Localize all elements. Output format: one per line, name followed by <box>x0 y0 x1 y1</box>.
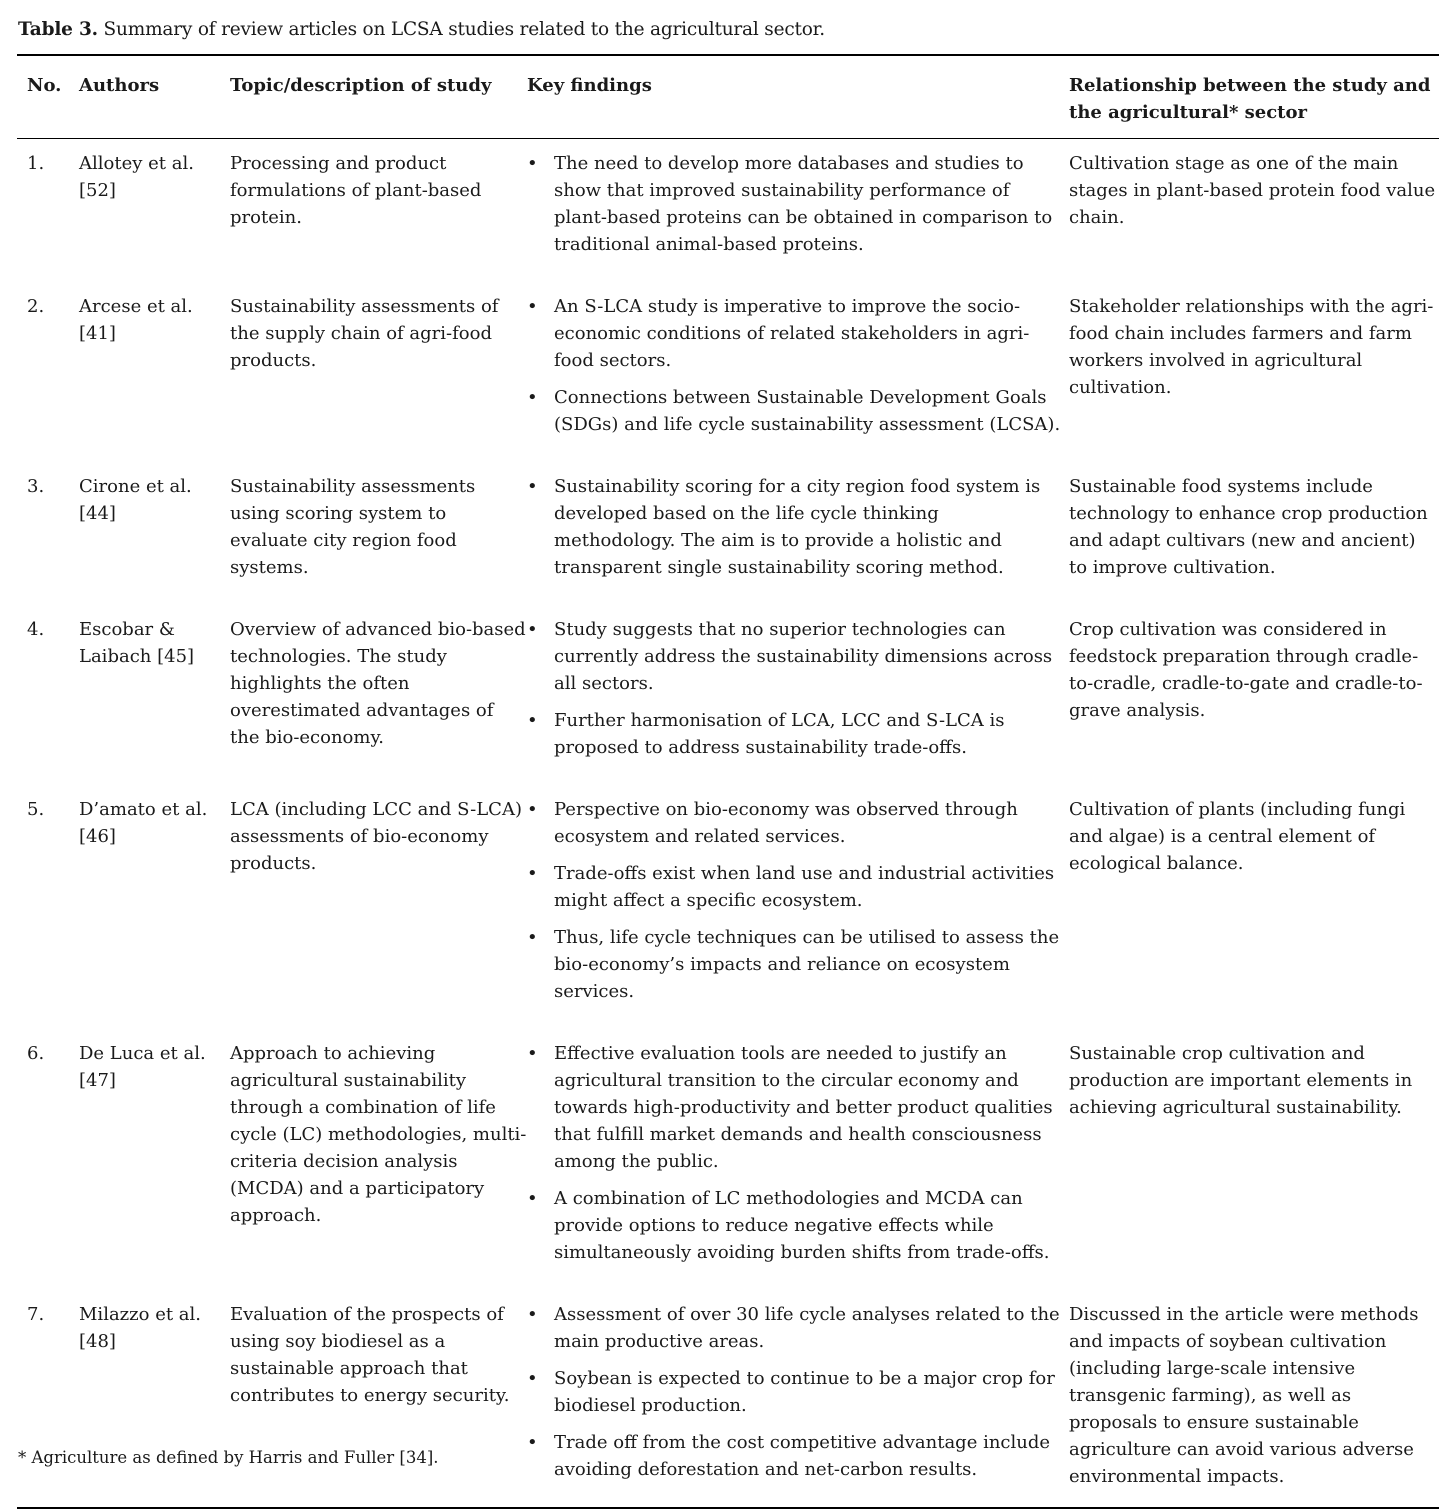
findings-list <box>527 1301 1069 1483</box>
table-header-row <box>17 56 1439 139</box>
row-authors: Arcese et al. [41] <box>79 296 193 344</box>
row-topic: Approach to achieving agricultural sustainability through a combination of life cycle (LC) methodologies, multi-criteria decision analysis (MCDA) and a participatory approach. <box>230 1043 527 1226</box>
row-findings <box>527 462 1069 605</box>
findings-list <box>527 293 1069 438</box>
finding-item: • An S-LCA study is imperative to improve the socio-economic conditions of related stakeholders in agri-food sectors. <box>527 293 1069 374</box>
row-topic: LCA (including LCC and S-LCA) assessments of bio-economy products. <box>230 799 522 874</box>
row-topic: Processing and product formulations of plant-based protein. <box>230 153 482 228</box>
finding-item: • Perspective on bio-economy was observed through ecosystem and related services. <box>527 796 1069 850</box>
row-authors: Allotey et al. [52] <box>79 153 194 201</box>
row-findings <box>527 785 1069 1029</box>
row-number: 5. <box>27 799 45 820</box>
table-row <box>17 1290 1439 1507</box>
row-relationship: Sustainable crop cultivation and production are important elements in achieving agricultural sustainability. <box>1069 1043 1413 1118</box>
table-row <box>17 282 1439 462</box>
findings-list <box>527 473 1069 581</box>
finding-item: • Trade off from the cost competitive advantage include avoiding deforestation and net-carbon results. <box>527 1429 1069 1483</box>
row-number: 1. <box>27 153 45 174</box>
row-number: 2. <box>27 296 45 317</box>
table-caption-label: Table 3. <box>18 19 98 40</box>
finding-item: • Soybean is expected to continue to be a major crop for biodiesel production. <box>527 1365 1069 1419</box>
table-row <box>17 462 1439 605</box>
finding-item: • Further harmonisation of LCA, LCC and S-LCA is proposed to address sustainability trade-offs. <box>527 707 1069 761</box>
row-findings <box>527 139 1069 282</box>
row-relationship: Crop cultivation was considered in feedstock preparation through cradle-to-cradle, cradle-to-gate and cradle-to-grave analysis. <box>1069 619 1423 721</box>
table-footnote: * Agriculture as defined by Harris and Fuller [34]. <box>18 1448 439 1467</box>
finding-item: • The need to develop more databases and studies to show that improved sustainability performance of plant-based proteins can be obtained in comparison to traditional animal-based proteins. <box>527 150 1069 258</box>
table-row <box>17 785 1439 1029</box>
finding-item: • A combination of LC methodologies and MCDA can provide options to reduce negative effects while simultaneously avoiding burden shifts from trade-offs. <box>527 1185 1069 1266</box>
row-relationship: Cultivation stage as one of the main stages in plant-based protein food value chain. <box>1069 153 1436 228</box>
review-table <box>17 54 1439 1509</box>
row-topic: Sustainability assessments of the supply chain of agri-food products. <box>230 296 499 371</box>
row-relationship: Cultivation of plants (including fungi and algae) is a central element of ecological balance. <box>1069 799 1406 874</box>
row-findings <box>527 282 1069 462</box>
row-authors: Milazzo et al. [48] <box>79 1304 202 1352</box>
header-findings: Key findings <box>527 75 652 96</box>
findings-list <box>527 1040 1069 1266</box>
row-authors: D’amato et al. [46] <box>79 799 208 847</box>
row-relationship: Sustainable food systems include technology to enhance crop production and adapt cultivars (new and ancient) to improve cultivation. <box>1069 476 1428 578</box>
finding-item: • Thus, life cycle techniques can be utilised to assess the bio-economy’s impacts and reliance on ecosystem services. <box>527 924 1069 1005</box>
table-row <box>17 1029 1439 1290</box>
table-body <box>17 139 1439 1508</box>
row-relationship: Discussed in the article were methods and impacts of soybean cultivation (including large-scale intensive transgenic farming), as well as proposals to ensure sustainable agriculture can avoid various adverse environmental impacts. <box>1069 1304 1419 1487</box>
row-relationship: Stakeholder relationships with the agri-food chain includes farmers and farm workers involved in agricultural cultivation. <box>1069 296 1434 398</box>
findings-list <box>527 796 1069 1005</box>
finding-item: • Study suggests that no superior technologies can currently address the sustainability dimensions across all sectors. <box>527 616 1069 697</box>
row-number: 3. <box>27 476 45 497</box>
row-topic: Evaluation of the prospects of using soy biodiesel as a sustainable approach that contributes to energy security. <box>230 1304 510 1406</box>
row-authors: De Luca et al. [47] <box>79 1043 206 1091</box>
table-caption <box>18 19 825 40</box>
header-relationship: Relationship between the study and the agricultural* sector <box>1069 75 1431 123</box>
finding-item: • Effective evaluation tools are needed to justify an agricultural transition to the circular economy and towards high-productivity and better product qualities that fulfill market demands and health consciousness among the public. <box>527 1040 1069 1175</box>
row-findings <box>527 1290 1069 1507</box>
row-number: 4. <box>27 619 45 640</box>
findings-list <box>527 616 1069 761</box>
finding-item: • Connections between Sustainable Development Goals (SDGs) and life cycle sustainability assessment (LCSA). <box>527 384 1069 438</box>
table-row <box>17 605 1439 785</box>
header-topic: Topic/description of study <box>230 75 492 96</box>
table-row <box>17 139 1439 282</box>
row-authors: Escobar & Laibach [45] <box>79 619 195 667</box>
row-number: 7. <box>27 1304 45 1325</box>
row-number: 6. <box>27 1043 45 1064</box>
header-authors: Authors <box>79 75 160 96</box>
finding-item: • Trade-offs exist when land use and industrial activities might affect a specific ecosystem. <box>527 860 1069 914</box>
findings-list <box>527 150 1069 258</box>
row-authors: Cirone et al. [44] <box>79 476 192 524</box>
row-topic: Overview of advanced bio-based technologies. The study highlights the often overestimated advantages of the bio-economy. <box>230 619 526 748</box>
row-findings <box>527 605 1069 785</box>
table-caption-text: Summary of review articles on LCSA studies related to the agricultural sector. <box>97 19 825 40</box>
row-findings <box>527 1029 1069 1290</box>
header-no: No. <box>27 75 62 96</box>
finding-item: • Assessment of over 30 life cycle analyses related to the main productive areas. <box>527 1301 1069 1355</box>
finding-item: • Sustainability scoring for a city region food system is developed based on the life cycle thinking methodology. The aim is to provide a holistic and transparent single sustainability scoring method. <box>527 473 1069 581</box>
row-topic: Sustainability assessments using scoring system to evaluate city region food systems. <box>230 476 476 578</box>
